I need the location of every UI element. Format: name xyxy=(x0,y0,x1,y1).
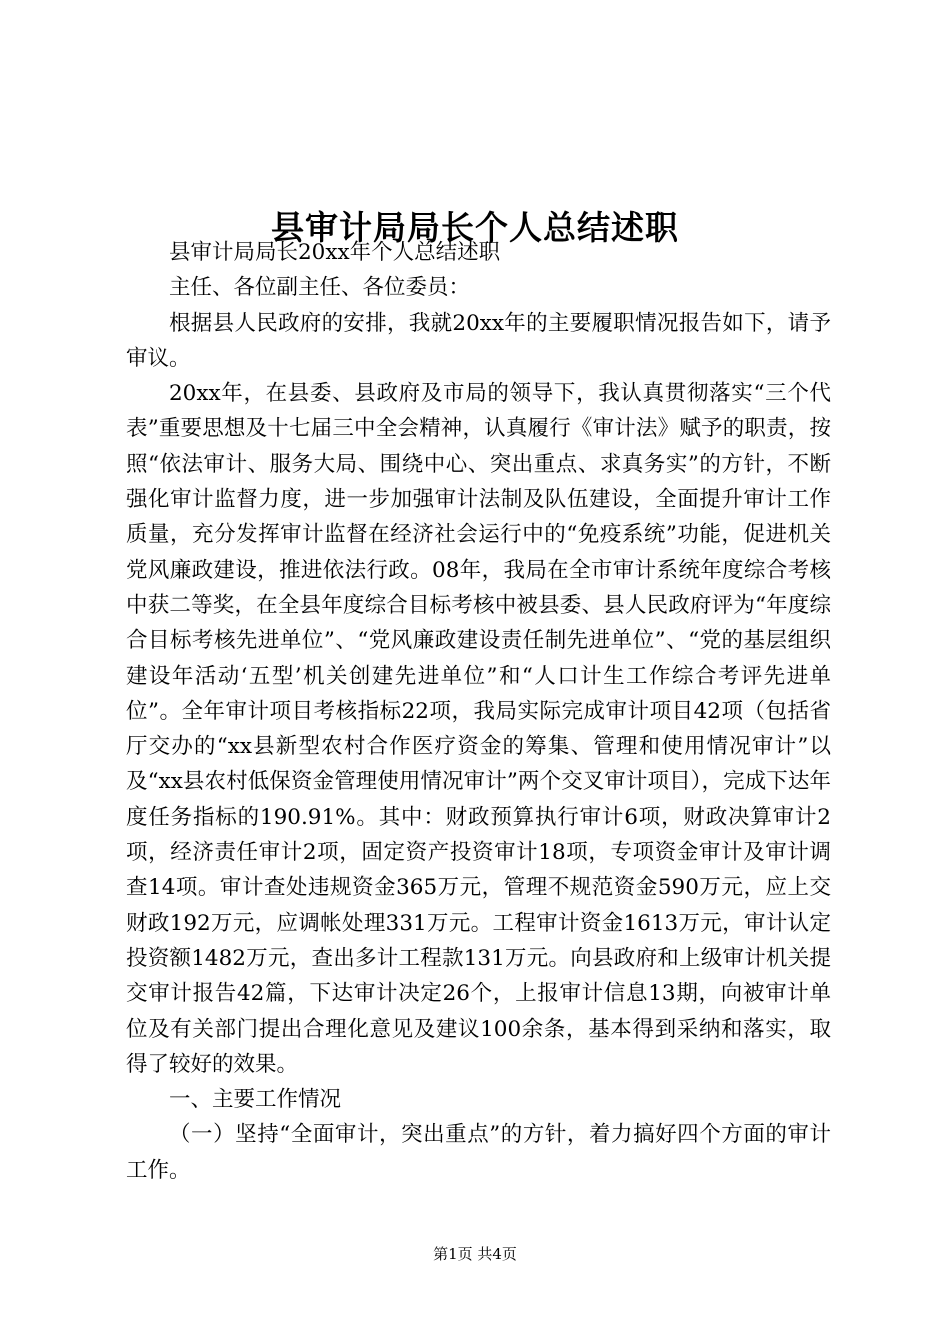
salutation-paragraph: 主任、各位副主任、各位委员： xyxy=(169,275,471,301)
intro-paragraph: 根据县人民政府的安排，我就20xx年的主要履职情况报告如下，请予审议。 xyxy=(126,310,831,371)
document-body xyxy=(126,235,831,1188)
page-footer: 第1页 共4页 xyxy=(433,1245,517,1263)
section-heading: 一、主要工作情况 xyxy=(169,1087,342,1113)
subsection-heading: （一）坚持“全面审计，突出重点”的方针，着力搞好四个方面的审计工作。 xyxy=(126,1122,831,1183)
summary-paragraph: 20xx年，在县委、县政府及市局的领导下，我认真贯彻落实“三个代表”重要思想及十七届三中全会精神，认真履行《审计法》赋予的职责，按照“依法审计、服务大局、围绕中心、突出重点、求真务实”的方针，不断强化审计监督力度，进一步加强审计法制及队伍建设，全面提升审计工作质量，充分发挥审计监督在经济社会运行中的“免疫系统”功能，促进机关党风廉政建设，推进依法行政。08年，我局在全市审计系统年度综合考核中获二等奖，在全县年度综合目标考核中被县委、县人民政府评为“年度综合目标考核先进单位”、“党风廉政建设责任制先进单位”、“党的基层组织建设年活动‘五型’机关创建先进单位”和“人口计生工作综合考评先进单位”。全年审计项目考核指标22项，我局实际完成审计项目42项（包括省厅交办的“xx县新型农村合作医疗资金的筹集、管理和使用情况审计”以及“xx县农村低保资金管理使用情况审计”两个交叉审计项目），完成下达年度任务指标的190.91%。其中：财政预算执行审计6项，财政决算审计2项，经济责任审计2项，固定资产投资审计18项，专项资金审计及审计调查14项。审计查处违规资金365万元，管理不规范资金590万元，应上交财政192万元，应调帐处理331万元。工程审计资金1613万元，审计认定投资额1482万元，查出多计工程款131万元。向县政府和上级审计机关提交审计报告42篇，下达审计决定26个，上报审计信息13期，向被审计单位及有关部门提出合理化意见及建议100余条，基本得到采纳和落实，取得了较好的效果。 xyxy=(126,381,831,1077)
document-title: 县审计局局长个人总结述职 xyxy=(271,208,679,248)
subtitle-paragraph: 县审计局局长20xx年个人总结述职 xyxy=(169,240,501,265)
